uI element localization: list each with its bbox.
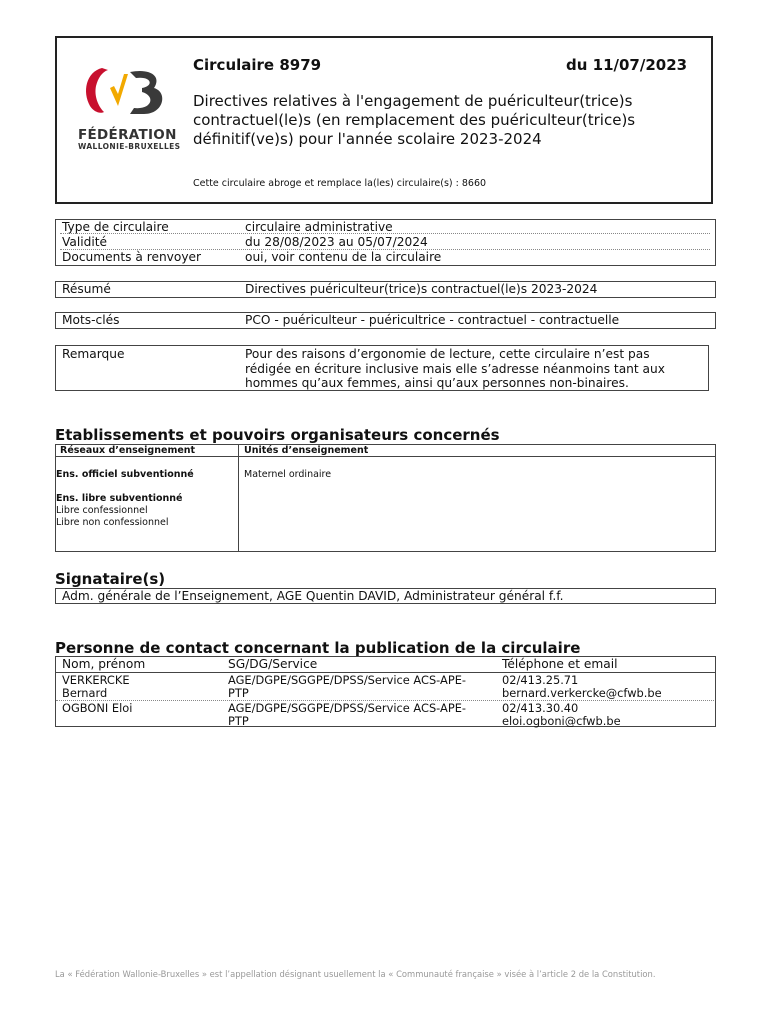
- title-line: définitif(ve)s) pour l'année scolaire 2023-2024: [193, 130, 542, 148]
- contact-row-2-name: [62, 702, 132, 715]
- resume-label: Résumé: [62, 282, 111, 296]
- resume-value: Directives puériculteur(trice)s contractuel(le)s 2023-2024: [245, 282, 598, 296]
- contact-row-1-contact: [502, 674, 662, 700]
- name-line: Bernard: [62, 686, 108, 700]
- service-line: AGE/DGPE/SGGPE/DPSS/Service ACS-APE-: [228, 673, 467, 687]
- documents-value: oui, voir contenu de la circulaire: [245, 250, 442, 264]
- title-line: contractuel(le)s (en remplacement des puériculteur(trice)s: [193, 111, 636, 129]
- table-column-divider: [238, 444, 239, 552]
- name-line: VERKERCKE: [62, 673, 130, 687]
- documents-label: Documents à renvoyer: [62, 250, 202, 264]
- name-line: OGBONI Eloi: [62, 701, 133, 715]
- contact-row-1-service: [228, 674, 466, 700]
- reseau-libre-sublist: [56, 505, 169, 529]
- etablissements-title: Etablissements et pouvoirs organisateurs concernés: [55, 426, 500, 444]
- validite-value: du 28/08/2023 au 05/07/2024: [245, 235, 428, 249]
- validite-label: Validité: [62, 235, 108, 249]
- circulaire-title: [193, 92, 693, 149]
- contact-header-name: Nom, prénom: [62, 657, 146, 671]
- contact-row-2-contact: [502, 702, 621, 728]
- reseau-officiel: Ens. officiel subventionné: [56, 469, 194, 480]
- unites-header: Unités d’enseignement: [244, 445, 369, 456]
- reseaux-header: Réseaux d’enseignement: [60, 445, 196, 456]
- email-link[interactable]: eloi.ogboni@cfwb.be: [502, 714, 621, 728]
- phone: 02/413.25.71: [502, 673, 579, 687]
- motscles-label: Mots-clés: [62, 313, 120, 327]
- type-value: circulaire administrative: [245, 220, 393, 234]
- phone: 02/413.30.40: [502, 701, 579, 715]
- remarque-text: [245, 347, 665, 391]
- remarque-label: Remarque: [62, 347, 125, 361]
- remarque-line: rédigée en écriture inclusive mais elle s’adresse néanmoins tant aux: [245, 361, 665, 376]
- remarque-line: Pour des raisons d’ergonomie de lecture, cette circulaire n’est pas: [245, 347, 650, 361]
- contact-header-phone: Téléphone et email: [502, 657, 618, 671]
- contact-header-service: SG/DG/Service: [228, 657, 318, 671]
- service-line: AGE/DGPE/SGGPE/DPSS/Service ACS-APE-: [228, 701, 467, 715]
- motscles-value: PCO - puériculteur - puéricultrice - contractuel - contractuelle: [245, 313, 620, 327]
- service-line: PTP: [228, 686, 249, 700]
- contact-row-1-name: [62, 674, 130, 700]
- title-line: Directives relatives à l'engagement de puériculteur(trice)s: [193, 92, 633, 110]
- email-link[interactable]: bernard.verkercke@cfwb.be: [502, 686, 662, 700]
- service-line: PTP: [228, 714, 249, 728]
- footer-note: La « Fédération Wallonie-Bruxelles » est l’appellation désignant usuellement la « Communauté française » visée à l’article 2 de la Constitution.: [55, 969, 656, 979]
- remarque-line: hommes qu’aux femmes, ainsi qu’aux personnes non-binaires.: [245, 376, 629, 390]
- logo-text-federation: FÉDÉRATION: [78, 127, 177, 143]
- list-item: Libre non confessionnel: [56, 517, 169, 528]
- signataire-value: Adm. générale de l’Enseignement, AGE Quentin DAVID, Administrateur général f.f.: [62, 589, 564, 603]
- type-label: Type de circulaire: [62, 220, 169, 234]
- circulaire-date: du 11/07/2023: [566, 56, 688, 74]
- table-header-divider: [55, 456, 716, 457]
- contact-title: Personne de contact concernant la publication de la circulaire: [55, 639, 581, 657]
- contact-row-2-service: [228, 702, 466, 728]
- logo-text-wallonie-bruxelles: WALLONIE-BRUXELLES: [78, 142, 181, 151]
- list-item: Libre confessionnel: [56, 505, 148, 516]
- circulaire-number: Circulaire 8979: [193, 56, 322, 74]
- signataire-title: Signataire(s): [55, 570, 166, 588]
- reseau-libre: Ens. libre subventionné: [56, 493, 183, 504]
- abroge-notice: Cette circulaire abroge et remplace la(les) circulaire(s) : 8660: [193, 178, 487, 189]
- unite-maternel: Maternel ordinaire: [244, 469, 332, 480]
